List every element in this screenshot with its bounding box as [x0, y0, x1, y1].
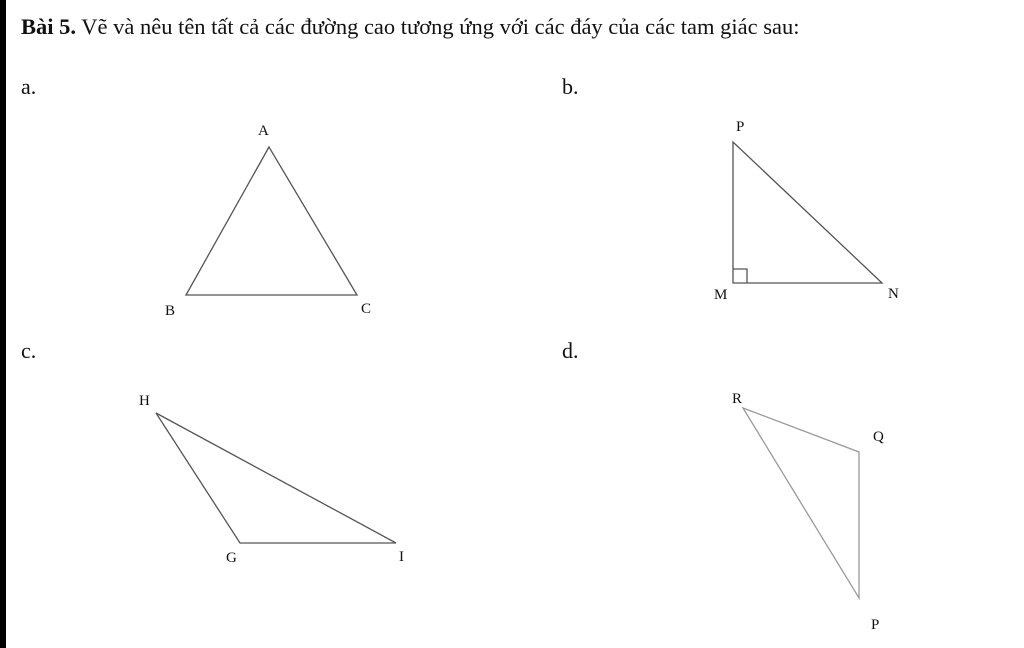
vertex-label-q: Q — [873, 429, 884, 445]
vertex-label-p: P — [736, 119, 745, 135]
triangle-abc-outline — [186, 147, 357, 295]
triangle-pmn-outline — [733, 142, 882, 283]
worksheet-page — [6, 0, 1024, 648]
triangle-hgi — [139, 393, 404, 566]
part-c-label: c. — [21, 338, 37, 363]
exercise-instruction: Vẽ và nêu tên tất cả các đường cao tương ứng với các đáy của các tam giác sau: — [81, 14, 800, 39]
triangle-rqp — [732, 391, 884, 633]
part-d-label: d. — [562, 338, 579, 363]
triangle-abc — [165, 123, 371, 319]
right-angle-mark — [733, 269, 747, 283]
part-a-label: a. — [21, 74, 37, 99]
triangle-pmn — [714, 119, 899, 303]
vertex-label-g: G — [226, 550, 237, 566]
vertex-label-h: H — [139, 393, 150, 409]
exercise-number: Bài 5. — [21, 14, 77, 39]
vertex-label-a: A — [258, 123, 269, 139]
vertex-label-m: M — [714, 287, 728, 303]
vertex-label-n: N — [888, 286, 899, 302]
vertex-label-r: R — [732, 391, 743, 407]
vertex-label-i: I — [399, 549, 404, 565]
vertex-label-c: C — [361, 301, 372, 317]
triangle-figures — [6, 0, 1024, 648]
triangle-rqp-outline — [743, 408, 859, 598]
vertex-label-p-d: P — [871, 617, 880, 633]
triangle-hgi-outline — [156, 413, 396, 543]
vertex-label-b: B — [165, 303, 176, 319]
part-b-label: b. — [562, 74, 579, 99]
